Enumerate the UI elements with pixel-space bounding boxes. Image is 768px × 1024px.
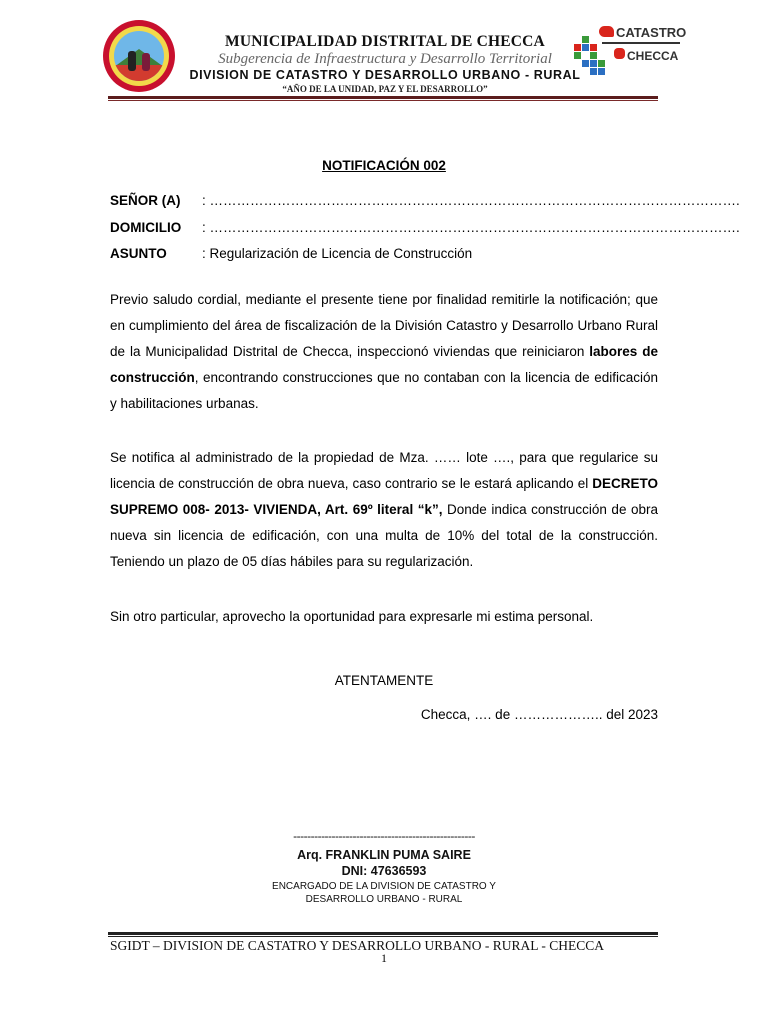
header-year-motto: “AÑO DE LA UNIDAD, PAZ Y EL DESARROLLO” [282, 84, 488, 94]
page-number: 1 [381, 953, 387, 965]
signature-line: ---------------------------------------------------- [293, 829, 475, 843]
header-subtitle: Subgerencia de Infraestructura y Desarrollo Territorial [218, 51, 552, 67]
header-rule-thin [108, 100, 658, 101]
catastro-checca-logo [572, 22, 687, 82]
paragraph-notice [110, 445, 658, 575]
field-value-asunto: : Regularización de Licencia de Construcción [202, 246, 473, 261]
paragraph-intro-a: Previo saludo cordial, mediante el presente tiene por finalidad remitirle la notificación; que en cumplimiento del área de fiscalización de la División Catastro y Desarrollo Urbano Rural de la Municipalidad Distrital de Checca, inspeccionó viviendas que reiniciaron [110, 292, 658, 359]
field-label-senor: SEÑOR (A) [110, 193, 181, 208]
header-division: DIVISION DE CATASTRO Y DESARROLLO URBANO - RURAL [189, 68, 581, 82]
footer-rule-thick [108, 932, 658, 935]
footer-text: SGIDT – DIVISION DE CASTATRO Y DESARROLLO URBANO - RURAL - CHECCA [110, 938, 605, 953]
field-label-asunto: ASUNTO [110, 246, 167, 261]
paragraph-notice-bold: DECRETO SUPREMO 008- 2013- VIVIENDA, Art. 69º literal “k”, [110, 476, 658, 517]
paragraph-intro [110, 287, 658, 417]
paragraph-closing: Sin otro particular, aprovecho la oportunidad para expresarle mi estima personal. [110, 609, 594, 624]
paragraph-notice-b: Donde indica construcción de obra nueva sin licencia de edificación, con una multa de 10% del total de la construcción. Teniendo un plazo de 05 días hábiles para su regularización. [110, 502, 658, 569]
field-value-senor: : ………………………………………………………………………………………………………. [202, 193, 740, 208]
closing-atentamente: ATENTAMENTE [334, 673, 434, 688]
logo-text-bottom: CHECCA [627, 49, 679, 63]
header-title: MUNICIPALIDAD DISTRITAL DE CHECCA [225, 33, 545, 50]
field-label-domicilio: DOMICILIO [110, 220, 182, 235]
signature-name: Arq. FRANKLIN PUMA SAIRE [297, 848, 471, 862]
date-line: Checca, …. de ……………….. del 2023 [420, 707, 658, 722]
municipality-seal-logo [103, 20, 175, 92]
footer-rule-thin [108, 936, 658, 937]
logo-text-top: CATASTRO [616, 25, 687, 40]
paragraph-notice-a: Se notifica al administrado de la propiedad de Mza. …… lote …., para que regularice su licencia de construcción de obra nueva, caso contrario se le estará aplicando el [110, 450, 658, 491]
field-value-domicilio: : ………………………………………………………………………………………………………. [202, 220, 740, 235]
paragraph-intro-bold: labores de construcción [110, 344, 658, 385]
signature-role-line2: DESARROLLO URBANO - RURAL [305, 894, 463, 905]
signature-dni: DNI: 47636593 [341, 864, 427, 878]
notification-title: NOTIFICACIÓN 002 [322, 158, 446, 173]
signature-role-line1: ENCARGADO DE LA DIVISION DE CATASTRO Y [272, 881, 496, 892]
header-rule-thick [108, 96, 658, 99]
paragraph-intro-b: , encontrando construcciones que no contaban con la licencia de edificación y habilitaciones urbanas. [110, 370, 658, 411]
